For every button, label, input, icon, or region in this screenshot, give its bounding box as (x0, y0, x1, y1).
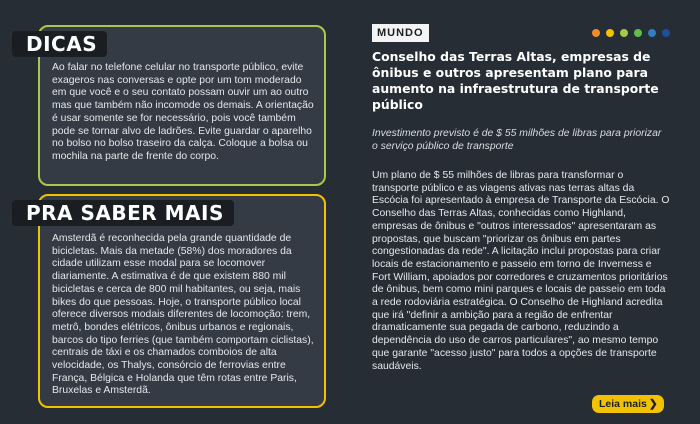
dot-6 (662, 29, 670, 37)
tips-title: DICAS (12, 31, 107, 57)
learn-more-title: PRA SABER MAIS (12, 200, 234, 226)
learn-more-text: Amsterdã é reconhecida pela grande quantidade de bicicletas. Mais da metade (58%) dos moradores da cidade utilizam esse modal para se locomover diariamente. A estimativa é de que existem 880 mil bicicletas e cerca de 800 mil habitantes, ou seja, mais bikes do que pessoas. Hoje, o transporte público local oferece diversos modais diferentes de locomoção: trem, metrô, bondes elétricos, ônibus urbanos e regionais, barcos do tipo ferries (que também comportam ciclistas), centrais de táxi e os chamados comboios de alta velocidade, os Thalys, consórcio de ferrovias entre França, Bélgica e Holanda que têm rotas entre Paris, Bruxelas e Amsterdã. (52, 233, 314, 397)
read-more-label: Leia mais (599, 398, 647, 410)
tips-text: Ao falar no telefone celular no transporte público, evite exageros nas conversas e opte por um tom moderado em que você e o seu contato possam ouvir um ao outro mas que também não incomode os demais. A orientação é usar somente se for necessário, pois você também pode se tornar alvo de ladrões. Evite guardar o aparelho no bolso no bolso traseiro da calça. Coloque a bolsa ou mochila na parte de frente do corpo. (52, 62, 314, 162)
chevron-right-icon: ❯ (648, 398, 658, 410)
learn-more-box (26, 194, 326, 408)
tips-box (26, 25, 326, 186)
dot-1 (592, 29, 600, 37)
dot-4 (634, 29, 642, 37)
color-dots (592, 29, 670, 37)
article-headline: Conselho das Terras Altas, empresas de ônibus e outros apresentam plano para aumento na infraestrutura de transporte público (372, 49, 659, 112)
article-body: Um plano de $ 55 milhões de libras para transformar o transporte público e as viagens ativas nas terras altas da Escócia foi apresentado à empresa de Transporte da Escócia. O Conselho das Terras Altas, conhecidas como Highland, empresas de ônibus e "outros interessados" apresentaram as propostas, que buscam "priorizar os ônibus em partes congestionadas da rede". A licitação inclui propostas para criar locais de estacionamento e passeio em torno de Inverness e Fort William, apoiados por corredores e cruzamentos prioritários de ônibus, bem como mini parques e locais de passeio em toda a rede rodoviária estratégica. O Conselho de Highland acredita que irá "definir a ambição para a região de enfrentar dramaticamente sua pegada de carbono, reduzindo a dependência do uso de carros particulares", ao mesmo tempo que garante "acesso justo" para todos a opções de transporte saudáveis. (372, 170, 670, 372)
article-lead: Investimento previsto é de $ 55 milhões de libras para priorizar o serviço público de transporte (372, 128, 662, 152)
dot-3 (620, 29, 628, 37)
dot-5 (648, 29, 656, 37)
dot-2 (606, 29, 614, 37)
section-tag: MUNDO (372, 24, 429, 42)
read-more-button[interactable] (592, 395, 664, 413)
